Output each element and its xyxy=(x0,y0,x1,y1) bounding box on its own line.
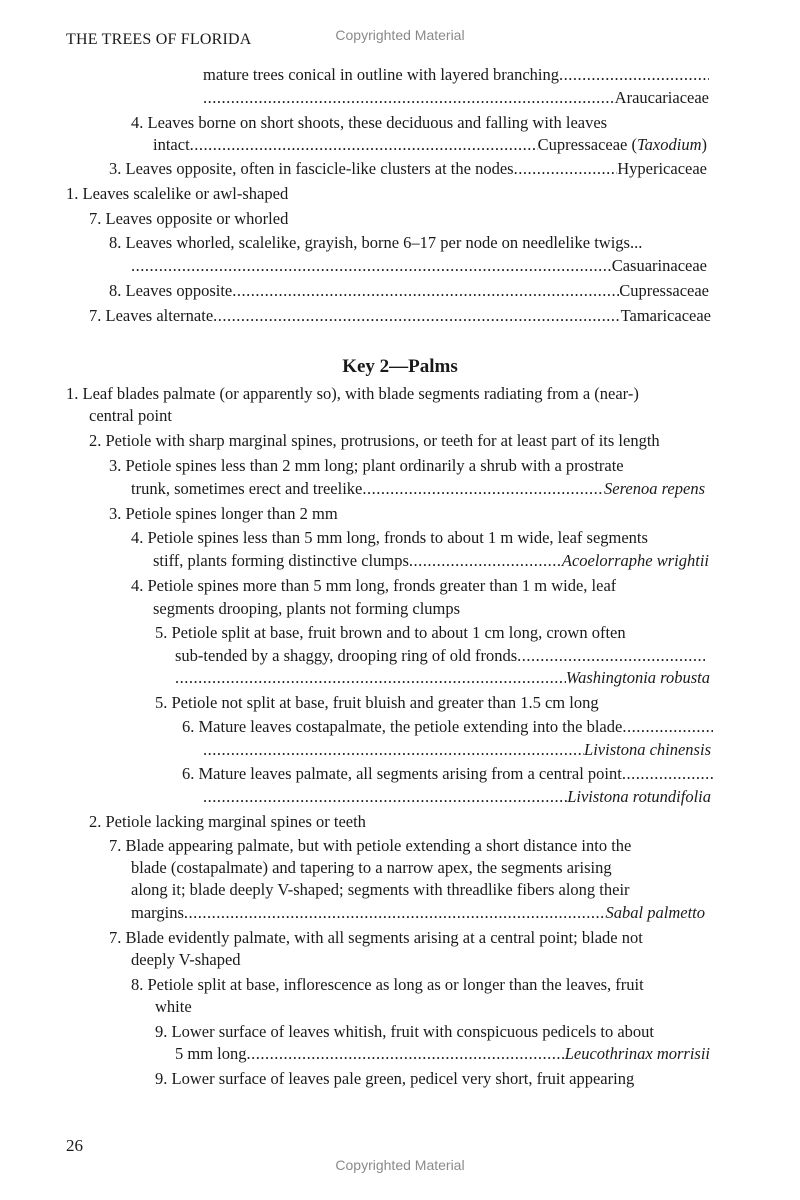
key-line: segments drooping, plants not forming clumps xyxy=(153,599,461,618)
key-line-text: sub-tended by a shaggy, drooping ring of old fronds xyxy=(175,646,518,665)
leader-dots xyxy=(622,716,713,738)
key-line: 3. Petiole spines less than 2 mm long; plant ordinarily a shrub with a prostrate xyxy=(109,456,624,475)
key-line: along it; blade deeply V-shaped; segments with threadlike fibers along their xyxy=(131,880,630,899)
key-line xyxy=(203,786,711,808)
watermark-top: Copyrighted Material xyxy=(335,27,465,43)
key-line xyxy=(89,305,711,327)
leader-dots xyxy=(175,667,566,689)
page-number: 26 xyxy=(66,1136,83,1155)
taxon-result: Cupressaceae ( xyxy=(537,135,637,154)
key-line xyxy=(203,739,711,761)
key-line: blade (costapalmate) and tapering to a narrow apex, the segments arising xyxy=(131,858,612,877)
key-line-text: 3. Leaves opposite, often in fascicle-like clusters at the nodes xyxy=(109,159,514,178)
key-line xyxy=(131,255,707,277)
key-line xyxy=(182,763,713,785)
key-line xyxy=(182,716,713,738)
taxon-result: Acoelorraphe wrightii xyxy=(561,551,709,570)
key-line: 7. Blade evidently palmate, with all segments arising at a central point; blade not xyxy=(109,928,643,947)
taxon-result: Livistona chinensis xyxy=(584,740,711,759)
key-line xyxy=(203,87,709,109)
taxon-genus: Taxodium xyxy=(637,135,702,154)
key-line: 7. Leaves opposite or whorled xyxy=(89,209,289,228)
taxon-result: Tamaricaceae xyxy=(620,306,711,325)
key-line xyxy=(203,64,709,86)
taxon-result: Washingtonia robusta xyxy=(565,668,710,687)
key-line: 8. Petiole split at base, inflorescence as long as or longer than the leaves, fruit xyxy=(131,975,644,994)
leader-dots xyxy=(622,763,713,785)
key-line xyxy=(131,478,705,500)
key-line-text: 8. Leaves opposite xyxy=(109,281,233,300)
key-line-text: 6. Mature leaves costapalmate, the petiole extending into the blade xyxy=(182,717,623,736)
key-line: 9. Lower surface of leaves pale green, pedicel very short, fruit appearing xyxy=(155,1069,635,1088)
key-line xyxy=(109,280,709,302)
key-line: 4. Leaves borne on short shoots, these deciduous and falling with leaves xyxy=(131,113,608,132)
leader-dots xyxy=(232,280,619,302)
leader-dots xyxy=(203,87,615,109)
leader-dots xyxy=(203,739,584,761)
leader-dots xyxy=(184,902,606,924)
taxon-result: Hypericaceae xyxy=(617,159,707,178)
key-line xyxy=(131,902,705,924)
running-title: THE TREES OF FLORIDA xyxy=(66,31,252,48)
taxon-result: Leucothrinax morrisii xyxy=(564,1044,710,1063)
leader-dots xyxy=(213,305,620,327)
leader-dots xyxy=(559,64,709,86)
key-line: 4. Petiole spines less than 5 mm long, fronds to about 1 m wide, leaf segments xyxy=(131,528,648,547)
key-line: deeply V-shaped xyxy=(131,950,241,969)
taxon-result-close: ) xyxy=(701,135,707,154)
key-line: 8. Leaves whorled, scalelike, grayish, borne 6–17 per node on needlelike twigs... xyxy=(109,233,643,252)
key-line: 9. Lower surface of leaves whitish, fruit with conspicuous pedicels to about xyxy=(155,1022,654,1041)
key-line xyxy=(153,134,707,156)
key-line xyxy=(175,667,710,689)
taxon-result: Casuarinaceae xyxy=(611,256,707,275)
taxon-result: Serenoa repens xyxy=(604,479,705,498)
key-line-text: margins xyxy=(131,903,184,922)
key-line-text: 6. Mature leaves palmate, all segments arising from a central point xyxy=(182,764,622,783)
key-line: 2. Petiole lacking marginal spines or teeth xyxy=(89,812,366,831)
leader-dots xyxy=(247,1043,565,1065)
key-line-text: intact xyxy=(153,135,190,154)
key-heading: Key 2—Palms xyxy=(342,356,458,377)
key-line xyxy=(175,1043,710,1065)
leader-dots xyxy=(203,786,567,808)
taxon-result: Sabal palmetto xyxy=(605,903,705,922)
key-line-text: mature trees conical in outline with layered branching xyxy=(203,65,559,84)
key-line: 5. Petiole not split at base, fruit bluish and greater than 1.5 cm long xyxy=(155,693,599,712)
key-line xyxy=(153,550,709,572)
key-line: 2. Petiole with sharp marginal spines, protrusions, or teeth for at least part of its length xyxy=(89,431,660,450)
key-line: 5. Petiole split at base, fruit brown and to about 1 cm long, crown often xyxy=(155,623,626,642)
key-line: 7. Blade appearing palmate, but with petiole extending a short distance into the xyxy=(109,836,632,855)
taxon-result: Livistona rotundifolia xyxy=(567,787,711,806)
watermark-bottom: Copyrighted Material xyxy=(335,1157,465,1173)
key-line-text: 5 mm long xyxy=(175,1044,247,1063)
key-line-text: 7. Leaves alternate xyxy=(89,306,214,325)
key-line: 3. Petiole spines longer than 2 mm xyxy=(109,504,338,523)
key-line: white xyxy=(155,997,192,1016)
key-line-text: stiff, plants forming distinctive clumps xyxy=(153,551,409,570)
key-line: 1. Leaf blades palmate (or apparently so), with blade segments radiating from a (near-) xyxy=(66,384,639,403)
taxon-result: Araucariaceae xyxy=(614,88,709,107)
key-line xyxy=(175,645,705,667)
leader-dots xyxy=(190,134,538,156)
leader-dots xyxy=(362,478,604,500)
key-line xyxy=(109,158,707,180)
key-line: 1. Leaves scalelike or awl-shaped xyxy=(66,184,289,203)
key-line: 4. Petiole spines more than 5 mm long, fronds greater than 1 m wide, leaf xyxy=(131,576,617,595)
taxon-result: Cupressaceae xyxy=(619,281,709,300)
key-line-text: trunk, sometimes erect and treelike xyxy=(131,479,363,498)
leader-dots xyxy=(131,255,612,277)
leader-dots xyxy=(517,645,705,667)
key-line: central point xyxy=(89,406,172,425)
leader-dots xyxy=(514,158,618,180)
leader-dots xyxy=(409,550,562,572)
